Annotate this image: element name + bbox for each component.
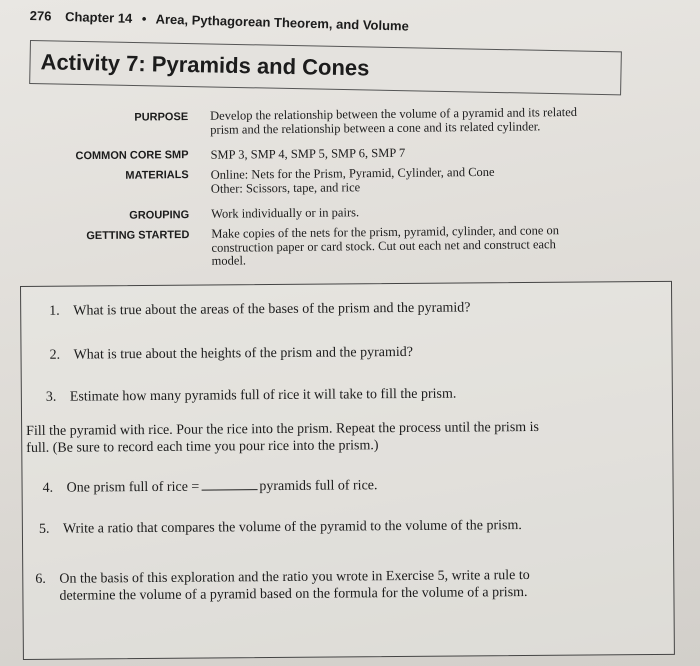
- materials-line-1: Online: Nets for the Prism, Pyramid, Cylinder, and Cone: [210, 164, 495, 182]
- question-5-text: Write a ratio that compares the volume of the pyramid to the volume of the prism.: [62, 518, 522, 537]
- rice-instruction-line-2: full. (Be sure to record each time you pour rice into the prism.): [26, 438, 379, 456]
- getting-started-value: [211, 223, 636, 268]
- question-2-number: 2.: [49, 347, 61, 363]
- question-6-number: 6.: [35, 571, 46, 587]
- question-3-number: 3.: [45, 389, 57, 405]
- question-1-number: 1.: [49, 303, 60, 319]
- getting-started-label: GETTING STARTED: [86, 229, 190, 243]
- answer-blank[interactable]: [201, 477, 257, 490]
- question-2: [49, 344, 413, 364]
- question-5-number: 5.: [38, 521, 50, 537]
- question-6-line-1: On the basis of this exploration and the ratio you wrote in Exercise 5, write a rule to: [59, 568, 530, 587]
- purpose-value: [210, 105, 635, 136]
- activity-title-box: [29, 40, 622, 95]
- question-4-number: 4.: [42, 480, 54, 496]
- getting-started-line-2: construction paper or card stock. Cut out each net and construct each: [211, 236, 556, 255]
- smp-value: SMP 3, SMP 4, SMP 5, SMP 6, SMP 7: [210, 145, 406, 162]
- chapter-title: Area, Pythagorean Theorem, and Volume: [155, 11, 410, 34]
- materials-label: MATERIALS: [125, 169, 189, 182]
- chapter-label: Chapter 14: [64, 8, 133, 26]
- purpose-row: [0, 99, 680, 137]
- grouping-value: Work individually or in pairs.: [211, 205, 360, 221]
- rice-instruction-line-1: Fill the pyramid with rice. Pour the rice into the prism. Repeat the process until the prism is: [26, 419, 540, 439]
- purpose-line-1: Develop the relationship between the volume of a pyramid and its related: [210, 104, 578, 123]
- question-6-line-2: determine the volume of a pyramid based on the formula for the volume of a prism.: [59, 585, 528, 604]
- question-6-text: [59, 567, 530, 605]
- running-header: [30, 8, 409, 34]
- question-3-text: Estimate how many pyramids full of rice it will take to fill the prism.: [69, 386, 457, 405]
- getting-started-line-1: Make copies of the nets for the prism, pyramid, cylinder, and cone on: [211, 223, 560, 241]
- activity-title: Activity 7: Pyramids and Cones: [40, 49, 370, 81]
- question-4-text-before: One prism full of rice =: [66, 479, 200, 496]
- purpose-label: PURPOSE: [134, 111, 189, 124]
- smp-label: COMMON CORE SMP: [75, 149, 189, 163]
- purpose-line-2: prism and the relationship between a cone and its related cylinder.: [210, 118, 541, 137]
- grouping-label: GROUPING: [129, 209, 190, 222]
- question-5: [39, 517, 522, 538]
- question-2-text: What is true about the heights of the prism and the pyramid?: [73, 344, 414, 363]
- materials-value: [211, 164, 636, 195]
- question-6: [35, 567, 530, 605]
- rice-instruction: [26, 419, 539, 457]
- bullet-separator: •: [141, 11, 147, 27]
- page-number: 276: [29, 8, 52, 24]
- materials-line-2: Other: Scissors, tape, and rice: [210, 179, 361, 196]
- question-3: [46, 386, 457, 406]
- activity-metadata: [0, 99, 680, 268]
- question-1-text: What is true about the areas of the bases of the prism and the pyramid?: [73, 300, 471, 319]
- question-4-text-after: pyramids full of rice.: [259, 478, 378, 495]
- getting-started-line-3: model.: [211, 253, 247, 268]
- question-4: [43, 476, 378, 497]
- question-1: [49, 299, 470, 319]
- questions-box: [20, 281, 675, 660]
